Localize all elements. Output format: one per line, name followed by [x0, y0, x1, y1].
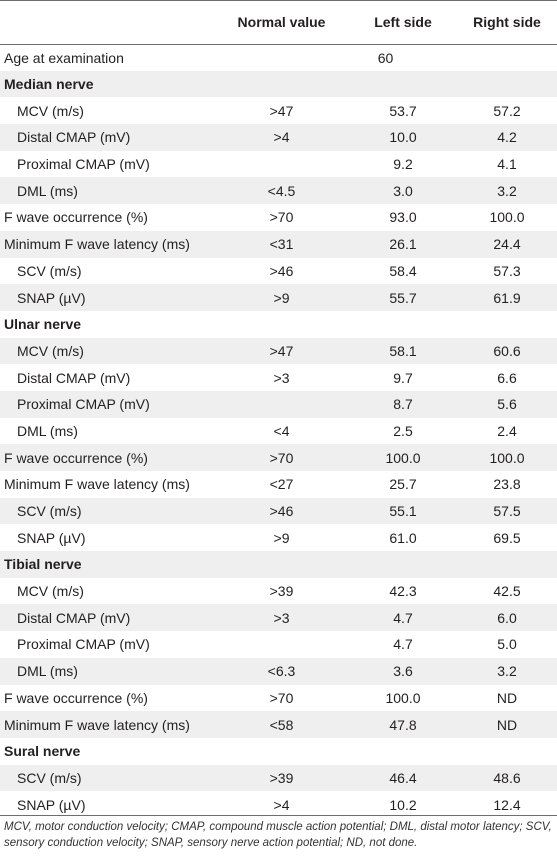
cell-right-side: 5.6 — [497, 396, 517, 413]
cell-right-side: 3.2 — [497, 663, 517, 680]
row-label: Distal CMAP (mV) — [17, 129, 131, 146]
table-row — [0, 418, 557, 445]
row-label: SCV (m/s) — [17, 262, 82, 279]
row-label: DML (ms) — [17, 182, 78, 199]
table-row — [0, 765, 557, 792]
cell-right-side: 61.9 — [493, 289, 521, 306]
cell-normal-value — [214, 391, 349, 418]
table-row — [0, 177, 557, 204]
row-label: SCV (m/s) — [17, 769, 82, 786]
cell-normal-value — [214, 311, 349, 338]
cell-normal-value: >39 — [269, 583, 294, 600]
header-normal-value: Normal value — [214, 0, 349, 44]
table-row — [0, 444, 557, 471]
cell-right-side: 12.4 — [493, 796, 521, 813]
cell-merged-value: 60 — [377, 49, 394, 66]
cell-left-side: 26.1 — [389, 236, 417, 253]
table-footnote: MCV, motor conduction velocity; CMAP, compound muscle action potential; DML, distal motor latency; SCV, sensory conduction velocity; SNAP, sensory nerve action potential; ND, not done. — [4, 821, 552, 849]
row-label: Minimum F wave latency (ms) — [4, 476, 190, 493]
table-row — [0, 471, 557, 498]
cell-normal-value: >3 — [273, 609, 290, 626]
table-row — [0, 364, 557, 391]
header-left-side: Left side — [349, 0, 457, 44]
table-row — [0, 711, 557, 738]
cell-right-side: 60.6 — [493, 342, 521, 359]
section-label: Median nerve — [4, 76, 94, 93]
cell-right-side — [457, 71, 557, 98]
cell-right-side: 24.4 — [493, 236, 521, 253]
cell-left-side: 10.0 — [389, 129, 417, 146]
row-label: SNAP (µV) — [17, 796, 86, 813]
cell-left-side: 4.7 — [393, 636, 413, 653]
row-label: F wave occurrence (%) — [4, 209, 148, 226]
cell-left-side: 53.7 — [389, 102, 417, 119]
row-label: Proximal CMAP (mV) — [17, 156, 150, 173]
cell-right-side: 57.2 — [493, 102, 521, 119]
cell-right-side: 100.0 — [489, 449, 525, 466]
cell-left-side — [349, 738, 457, 765]
cell-normal-value: >39 — [269, 769, 294, 786]
table-row — [0, 258, 557, 285]
section-row — [0, 738, 557, 765]
row-label: SNAP (µV) — [17, 529, 86, 546]
cell-right-side: 48.6 — [493, 769, 521, 786]
cell-normal-value: >46 — [269, 503, 294, 520]
table-row — [0, 391, 557, 418]
section-row — [0, 71, 557, 98]
cell-normal-value: <31 — [269, 236, 294, 253]
cell-normal-value: >47 — [269, 102, 294, 119]
cell-left-side: 4.7 — [393, 609, 413, 626]
cell-normal-value: >3 — [273, 369, 290, 386]
cell-left-side: 100.0 — [385, 449, 421, 466]
table-row — [0, 685, 557, 712]
cell-normal-value: >4 — [273, 129, 290, 146]
cell-right-side: 42.5 — [493, 583, 521, 600]
header-row — [0, 0, 557, 44]
row-label: MCV (m/s) — [17, 583, 84, 600]
cell-left-side: 55.7 — [389, 289, 417, 306]
table-row — [0, 151, 557, 178]
table-bottom-rule — [0, 815, 557, 816]
table-body — [0, 44, 557, 818]
cell-normal-value — [214, 631, 349, 658]
cell-left-side — [349, 311, 457, 338]
table-row — [0, 791, 557, 818]
cell-normal-value: >70 — [269, 449, 294, 466]
header-right-side: Right side — [457, 0, 557, 44]
cell-right-side — [457, 738, 557, 765]
cell-left-side: 58.4 — [389, 262, 417, 279]
cell-normal-value: <4 — [273, 422, 290, 439]
row-label: Age at examination — [4, 49, 124, 66]
cell-left-side: 25.7 — [389, 476, 417, 493]
table-header — [0, 0, 557, 44]
cell-right-side: 5.0 — [497, 636, 517, 653]
header-label — [0, 0, 214, 44]
section-label: Tibial nerve — [4, 556, 82, 573]
row-label: F wave occurrence (%) — [4, 689, 148, 706]
cell-right-side: 6.6 — [497, 369, 517, 386]
row-label: Distal CMAP (mV) — [17, 609, 131, 626]
cell-normal-value: <58 — [269, 716, 294, 733]
table-row — [0, 97, 557, 124]
cell-right-side: 100.0 — [489, 209, 525, 226]
cell-normal-value — [214, 71, 349, 98]
table-row — [0, 658, 557, 685]
cell-normal-value: <4.5 — [267, 182, 296, 199]
cell-right-side: 23.8 — [493, 476, 521, 493]
section-label: Ulnar nerve — [4, 316, 82, 333]
cell-right-side: 6.0 — [497, 609, 517, 626]
cell-normal-value: <6.3 — [267, 663, 296, 680]
row-label: F wave occurrence (%) — [4, 449, 148, 466]
row-label: MCV (m/s) — [17, 342, 84, 359]
cell-left-side: 46.4 — [389, 769, 417, 786]
cell-normal-value: >4 — [273, 796, 290, 813]
section-label: Sural nerve — [4, 743, 81, 760]
table-row — [0, 284, 557, 311]
cell-right-side: 57.5 — [493, 503, 521, 520]
cell-left-side: 55.1 — [389, 503, 417, 520]
cell-left-side: 8.7 — [393, 396, 413, 413]
cell-normal-value: >46 — [269, 262, 294, 279]
cell-left-side: 100.0 — [385, 689, 421, 706]
cell-right-side: ND — [496, 716, 518, 733]
cell-normal-value — [214, 738, 349, 765]
cell-normal-value: >47 — [269, 342, 294, 359]
cell-left-side: 2.5 — [393, 422, 413, 439]
section-row — [0, 311, 557, 338]
cell-right-side: 2.4 — [497, 422, 517, 439]
row-label: Proximal CMAP (mV) — [17, 636, 150, 653]
cell-right-side — [457, 311, 557, 338]
cell-normal-value: >9 — [273, 529, 290, 546]
table-row — [0, 578, 557, 605]
table-row — [0, 498, 557, 525]
cell-left-side: 9.7 — [393, 369, 413, 386]
row-label: Minimum F wave latency (ms) — [4, 716, 190, 733]
cell-right-side: 4.1 — [497, 156, 517, 173]
row-label: DML (ms) — [17, 422, 78, 439]
cell-right-side: 3.2 — [497, 182, 517, 199]
row-label: Proximal CMAP (mV) — [17, 396, 150, 413]
row-label: Minimum F wave latency (ms) — [4, 236, 190, 253]
table-row — [0, 604, 557, 631]
cell-right-side: 57.3 — [493, 262, 521, 279]
cell-left-side — [349, 71, 457, 98]
table-row — [0, 338, 557, 365]
row-label: SNAP (µV) — [17, 289, 86, 306]
table-row — [0, 124, 557, 151]
cell-left-side: 3.0 — [393, 182, 413, 199]
cell-normal-value — [214, 551, 349, 578]
row-label: MCV (m/s) — [17, 102, 84, 119]
table-row — [0, 44, 557, 71]
cell-left-side: 61.0 — [389, 529, 417, 546]
cell-left-side: 10.2 — [389, 796, 417, 813]
row-label: Distal CMAP (mV) — [17, 369, 131, 386]
cell-right-side: 4.2 — [497, 129, 517, 146]
cell-right-side — [457, 551, 557, 578]
cell-normal-value — [214, 151, 349, 178]
section-row — [0, 551, 557, 578]
table-row — [0, 631, 557, 658]
cell-normal-value: >70 — [269, 689, 294, 706]
cell-normal-value: <27 — [269, 476, 294, 493]
cell-left-side — [349, 551, 457, 578]
cell-left-side: 3.6 — [393, 663, 413, 680]
cell-left-side: 93.0 — [389, 209, 417, 226]
cell-right-side: ND — [496, 689, 518, 706]
cell-left-side: 58.1 — [389, 342, 417, 359]
cell-normal-value: >70 — [269, 209, 294, 226]
cell-left-side: 47.8 — [389, 716, 417, 733]
cell-right-side: 69.5 — [493, 529, 521, 546]
cell-left-side: 42.3 — [389, 583, 417, 600]
row-label: DML (ms) — [17, 663, 78, 680]
table-row — [0, 524, 557, 551]
cell-left-side: 9.2 — [393, 156, 413, 173]
table-row — [0, 204, 557, 231]
table-row — [0, 231, 557, 258]
row-label: SCV (m/s) — [17, 503, 82, 520]
cell-normal-value: >9 — [273, 289, 290, 306]
